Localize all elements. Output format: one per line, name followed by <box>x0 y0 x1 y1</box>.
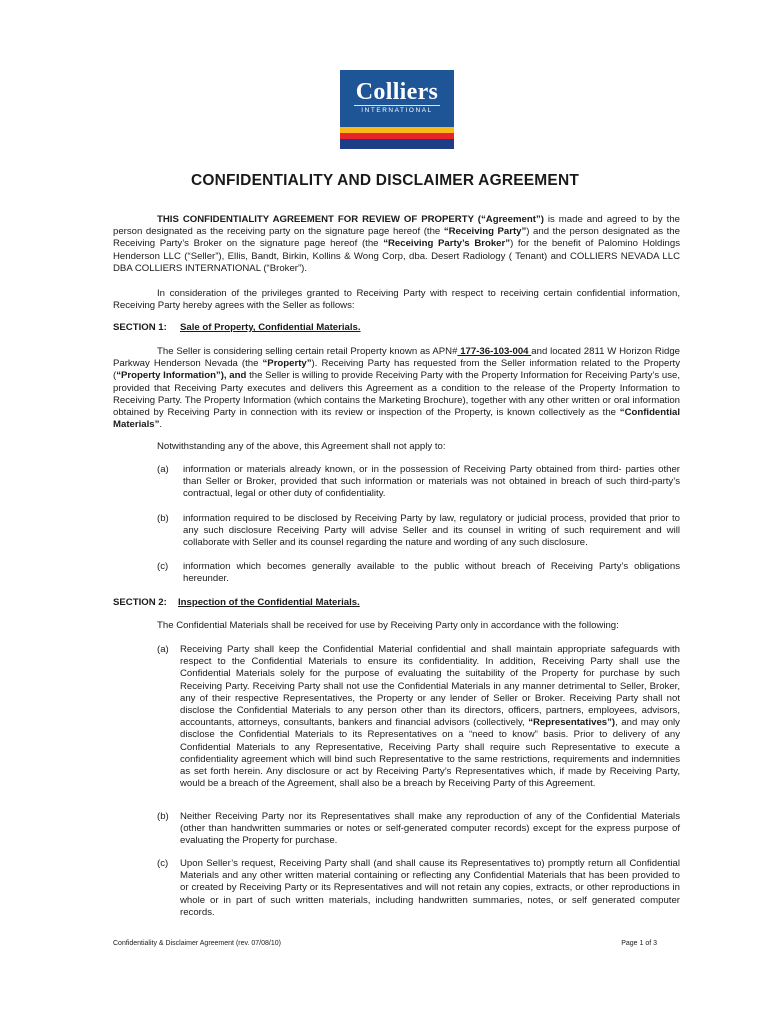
section-2-intro: The Confidential Materials shall be received for use by Receiving Party only in accordance with the following: <box>157 620 619 631</box>
s1-item-b-mark: (b) <box>157 513 169 524</box>
s2-a-text-1: Receiving Party shall keep the Confidential Material confidential and shall maintain appropriate safeguards with respect to the Confidential Materials to ensure its confidentiality. In addition, Receiving Party shall use the Confidential Materials solely for the purpose of evaluating the suitability of the Property for purchase by such Receiving Party. Receiving Party shall not use the Confidential Materials in any manner detrimental to Seller, Broker, any of their respective Representatives, the Property or any lender of Seller or Broker. Receiving Party shall not disclose the Confidential Materials to any person other than its directors, officers, partners, employees, advisors, accountants, attorneys, consultants, bankers and financial advisors (collectively, <box>180 644 680 729</box>
s1-text-c: ). Receiving Party has requested from the Seller information related to the Property ( <box>113 358 681 382</box>
term-property-information: “Property Information”), and <box>116 370 247 382</box>
section-1-title: Sale of Property, Confidential Materials. <box>180 322 361 333</box>
term-property: “Property” <box>262 358 312 370</box>
logo-navy-stripe <box>340 139 454 149</box>
s2-item-a-text <box>180 644 680 790</box>
s2-a-text-2: , and may only disclose the Confidential Materials to its Representatives on a “need to know” basis. Prior to delivery of any Confidential Materials to any Representative, Receiving Party shall require such Representative to execute a confidentiality agreement which will bind such Representative to the same restrictions, requirements and indemnities as set forth herein. Any disclosure or act by Receiving Party’s Representatives which, if made by Receiving Party, would be a breach of the Agreement, shall also be a breach by Receiving Party of this Agreement. <box>180 717 680 790</box>
intro-text-2: ) and the person designated as the Receiving Party’s Broker on the signature page hereof (the <box>113 226 680 250</box>
intro-text-1: is made and agreed to by the person designated as the receiving party on the signature page hereof (the <box>113 214 680 238</box>
s1-text-a: The Seller is considering selling certain retail Property known as APN# <box>157 346 458 357</box>
s2-item-b-mark: (b) <box>157 811 169 822</box>
s2-item-b-text: Neither Receiving Party nor its Representatives shall make any reproduction of any of the Confidential Materials (other than handwritten summaries or notes or self-generated computer records) except for the express purpose of evaluating the Property for purchase. <box>180 811 680 847</box>
section-2-label: SECTION 2: <box>113 597 167 608</box>
section-2-heading <box>113 597 360 608</box>
s1-item-c-text: information which becomes generally available to the public without breach of Receiving Party’s obligations hereunder. <box>183 561 680 585</box>
term-receiving-party-broker: “Receiving Party’s Broker” <box>383 238 511 250</box>
consideration-text: In consideration of the privileges granted to Receiving Party with respect to receiving certain confidential information, Receiving Party hereby agrees with the Seller as follows: <box>113 288 680 312</box>
s1-item-b-text: information required to be disclosed by Receiving Party by law, regulatory or judicial process, provided that prior to any such disclosure Receiving Party will advise Seller and its counsel in writing of such requirement and will collaborate with Seller and its counsel regarding the nature and wording of any such disclosure. <box>183 513 680 549</box>
notwithstanding-text: Notwithstanding any of the above, this Agreement shall not apply to: <box>157 441 446 452</box>
section-1-label: SECTION 1: <box>113 322 167 333</box>
page-title: CONFIDENTIALITY AND DISCLAIMER AGREEMENT <box>190 172 580 189</box>
section-1-paragraph <box>113 346 680 431</box>
intro-text-3: ) for the benefit of Palomino Holdings Henderson LLC (“Seller”), Ellis, Bandt, Birkin, Kollins & Wong Corp, dba. Desert Radiology ( Tenant) and COLLIERS NEVADA LLC DBA COLLIERS INTERNATIONAL (“Broker”). <box>113 238 680 274</box>
s2-item-c-mark: (c) <box>157 858 169 869</box>
intro-paragraph <box>113 214 680 275</box>
agreement-lead: THIS CONFIDENTIALITY AGREEMENT FOR REVIEW OF PROPERTY (“Agreement”) <box>157 214 544 225</box>
term-receiving-party: “Receiving Party” <box>443 226 527 238</box>
s1-item-c-mark: (c) <box>157 561 169 572</box>
footer-page-number: Page 1 of 3 <box>621 940 657 947</box>
term-confidential-materials: “Confidential Materials” <box>113 407 680 431</box>
logo-wordmark: Colliers <box>355 79 439 105</box>
s2-item-c-text: Upon Seller’s request, Receiving Party shall (and shall cause its Representatives to) promptly return all Confidential Materials and any other written material containing or reflecting any Confidential Materials that has been provided to or created by Receiving Party or its Representatives and will not retain any copies, extracts, or other reproductions in whole or in part of such written materials, including handwritten summaries, notes, or self generated computer records. <box>180 858 680 918</box>
s1-text-d: the Seller is willing to provide Receiving Party with the Property Information for Receiving Party’s use, provided that Receiving Party executes and delivers this Agreement as a condition to the release of the Property Information to Receiving Party. The Property Information (which contains the Marketing Brochure), together with any other written or oral information obtained by Receiving Party in connection with its review or inspection of the Property, is known collectively as the <box>113 370 680 419</box>
apn-number: 177-36-103-004 <box>457 346 532 357</box>
s1-item-a-mark: (a) <box>157 464 169 475</box>
consideration-paragraph <box>113 288 680 312</box>
logo-subtitle: INTERNATIONAL <box>361 107 433 114</box>
section-1-heading <box>113 322 361 333</box>
footer-revision: Confidentiality & Disclaimer Agreement (rev. 07/08/10) <box>113 940 281 947</box>
s2-item-a-mark: (a) <box>157 644 169 655</box>
s1-text-b: and located 2811 W Horizon Ridge Parkway Henderson Nevada (the <box>113 346 680 370</box>
logo-divider <box>354 105 440 106</box>
s1-text-e: . <box>159 419 163 431</box>
section-2-title: Inspection of the Confidential Materials. <box>178 597 360 608</box>
s1-item-a-text: information or materials already known, or in the possession of Receiving Party obtained from third- parties other than Seller or Broker, provided that such information or materials was not obtained in breach of such third-party’s contractual, legal or other duty of confidentiality. <box>183 464 680 500</box>
colliers-logo <box>340 70 454 149</box>
term-representatives: “Representatives”) <box>528 717 616 729</box>
